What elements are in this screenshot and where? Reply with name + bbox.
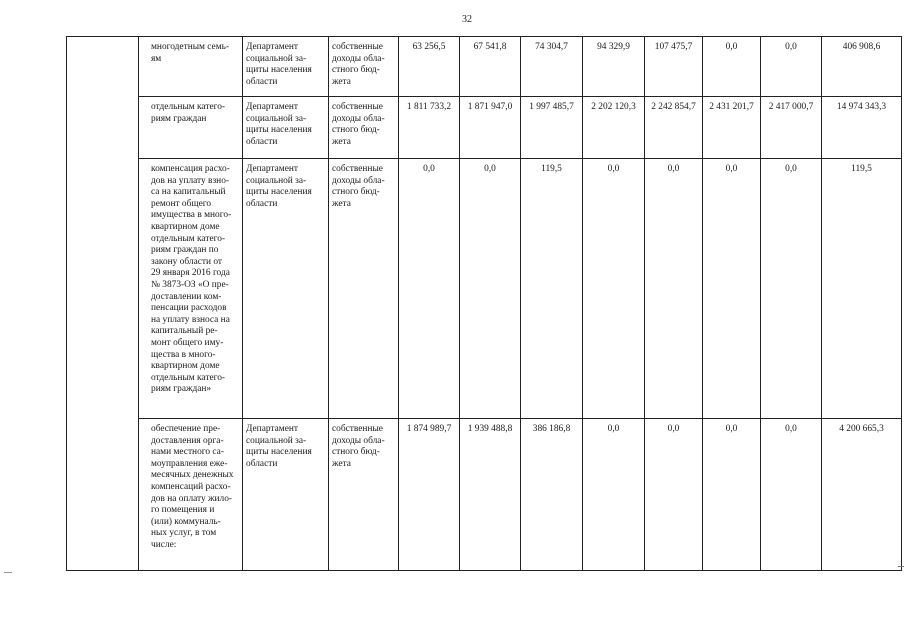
- value-cell: 1 939 488,8: [460, 419, 521, 571]
- value-cell: 4 200 665,3: [822, 419, 902, 571]
- scan-edge-mark: [4, 572, 12, 573]
- value-cell: 0,0: [761, 159, 822, 419]
- empty-cell: [67, 37, 139, 97]
- value-cell: 1 874 989,7: [399, 419, 460, 571]
- value-cell: 107 475,7: [645, 37, 703, 97]
- row-name: многодетным семь- ям: [139, 37, 243, 97]
- value-cell: 0,0: [761, 37, 822, 97]
- row-executor: Департамент социальной за- щиты населения области: [243, 159, 329, 419]
- row-name: обеспечение пре- доставления орга- нами местного са- моуправления еже- месячных денежных компенсаций расхо- дов на оплату жило- го помещения и (или) коммуналь- ных услуг, в том числе:: [139, 419, 243, 571]
- row-source: собственные доходы обла- стного бюд- жета: [329, 159, 399, 419]
- value-cell: 0,0: [460, 159, 521, 419]
- value-cell: 1 811 733,2: [399, 97, 460, 159]
- row-executor: Департамент социальной за- щиты населения области: [243, 37, 329, 97]
- table-row: [67, 37, 902, 97]
- value-cell: 386 186,8: [521, 419, 583, 571]
- value-cell: 63 256,5: [399, 37, 460, 97]
- scan-edge-mark: [898, 566, 904, 567]
- row-name: отдельным катего- риям граждан: [139, 97, 243, 159]
- empty-cell: [67, 419, 139, 571]
- value-cell: 2 202 120,3: [583, 97, 645, 159]
- value-cell: 0,0: [761, 419, 822, 571]
- row-name: компенсация расхо- дов на уплату взно- са на капитальный ремонт общего имущества в много- квартирном доме отдельным катего- риям граждан по закону области от 29 января 2016 года № 3873-ОЗ «О пре- доставлении ком- пенсации расходов на уплату взноса на капитальный ре- монт общего иму- щества в много- квартирном доме отдельным катего- риям граждан»: [139, 159, 243, 419]
- value-cell: 119,5: [822, 159, 902, 419]
- value-cell: 67 541,8: [460, 37, 521, 97]
- row-source: собственные доходы обла- стного бюд- жета: [329, 37, 399, 97]
- row-executor: Департамент социальной за- щиты населения области: [243, 419, 329, 571]
- value-cell: 2 431 201,7: [703, 97, 761, 159]
- value-cell: 1 997 485,7: [521, 97, 583, 159]
- value-cell: 1 871 947,0: [460, 97, 521, 159]
- budget-table: [66, 36, 902, 571]
- empty-cell: [67, 97, 139, 159]
- table-row: [67, 159, 902, 419]
- row-source: собственные доходы обла- стного бюд- жета: [329, 419, 399, 571]
- value-cell: 2 242 854,7: [645, 97, 703, 159]
- value-cell: 0,0: [703, 37, 761, 97]
- value-cell: 0,0: [645, 159, 703, 419]
- row-source: собственные доходы обла- стного бюд- жета: [329, 97, 399, 159]
- value-cell: 0,0: [583, 419, 645, 571]
- value-cell: 0,0: [703, 419, 761, 571]
- table-row: [67, 419, 902, 571]
- value-cell: 74 304,7: [521, 37, 583, 97]
- value-cell: 0,0: [399, 159, 460, 419]
- value-cell: 14 974 343,3: [822, 97, 902, 159]
- page-number: 32: [462, 14, 472, 25]
- value-cell: 94 329,9: [583, 37, 645, 97]
- row-executor: Департамент социальной за- щиты населения области: [243, 97, 329, 159]
- empty-cell: [67, 159, 139, 419]
- value-cell: 119,5: [521, 159, 583, 419]
- table-row: [67, 97, 902, 159]
- value-cell: 0,0: [645, 419, 703, 571]
- value-cell: 0,0: [703, 159, 761, 419]
- value-cell: 0,0: [583, 159, 645, 419]
- value-cell: 2 417 000,7: [761, 97, 822, 159]
- value-cell: 406 908,6: [822, 37, 902, 97]
